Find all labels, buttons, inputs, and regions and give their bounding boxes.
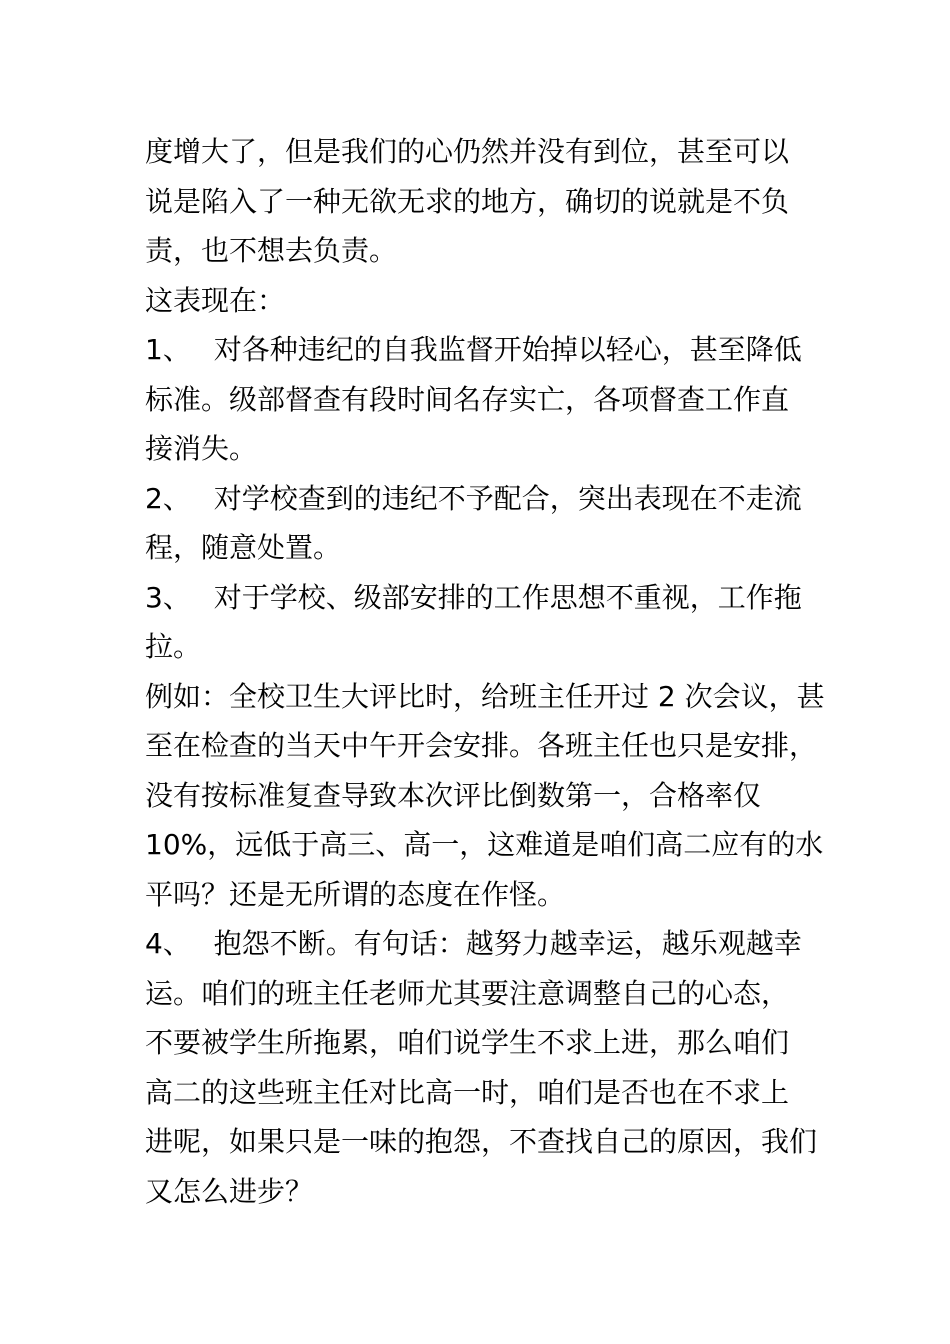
list-item-1: 1、 对各种违纪的自我监督开始掉以轻心，甚至降低 bbox=[145, 333, 802, 366]
text-line: 度增大了，但是我们的心仍然并没有到位，甚至可以 bbox=[145, 135, 790, 168]
text-line: 责，也不想去负责。 bbox=[145, 234, 398, 267]
section-intro: 这表现在： bbox=[145, 283, 286, 317]
example-paragraph: 例如：全校卫生大评比时，给班主任开过 2 次会议，甚 bbox=[145, 679, 825, 713]
text-line: 程，随意处置。 bbox=[145, 531, 342, 564]
text-line: 平吗？还是无所谓的态度在作怪。 bbox=[145, 877, 566, 911]
text-line: 没有按标准复查导致本次评比倒数第一，合格率仅 bbox=[145, 778, 762, 812]
text-line: 不要被学生所拖累，咱们说学生不求上进，那么咱们 bbox=[145, 1026, 790, 1059]
text-line: 10%，远低于高三、高一，这难道是咱们高二应有的水 bbox=[145, 828, 824, 861]
text-line: 进呢，如果只是一味的抱怨，不查找自己的原因，我们 bbox=[145, 1125, 818, 1158]
text-line: 运。咱们的班主任老师尤其要注意调整自己的心态， bbox=[145, 976, 790, 1010]
document-body bbox=[145, 127, 825, 1216]
text-line: 高二的这些班主任对比高一时，咱们是否也在不求上 bbox=[145, 1075, 790, 1109]
list-item-2: 2、 对学校查到的违纪不予配合，突出表现在不走流 bbox=[145, 481, 802, 515]
text-line: 又怎么进步？ bbox=[145, 1174, 314, 1208]
text-line: 拉。 bbox=[145, 630, 202, 663]
text-line: 至在检查的当天中午开会安排。各班主任也只是安排， bbox=[145, 729, 818, 762]
text-line: 标准。级部督查有段时间名存实亡，各项督查工作直 bbox=[145, 382, 790, 416]
text-line: 说是陷入了一种无欲无求的地方，确切的说就是不负 bbox=[145, 184, 790, 218]
text-line: 接消失。 bbox=[145, 432, 258, 465]
list-item-4: 4、 抱怨不断。有句话：越努力越幸运，越乐观越幸 bbox=[145, 927, 802, 960]
list-item-3: 3、 对于学校、级部安排的工作思想不重视，工作拖 bbox=[145, 580, 802, 614]
